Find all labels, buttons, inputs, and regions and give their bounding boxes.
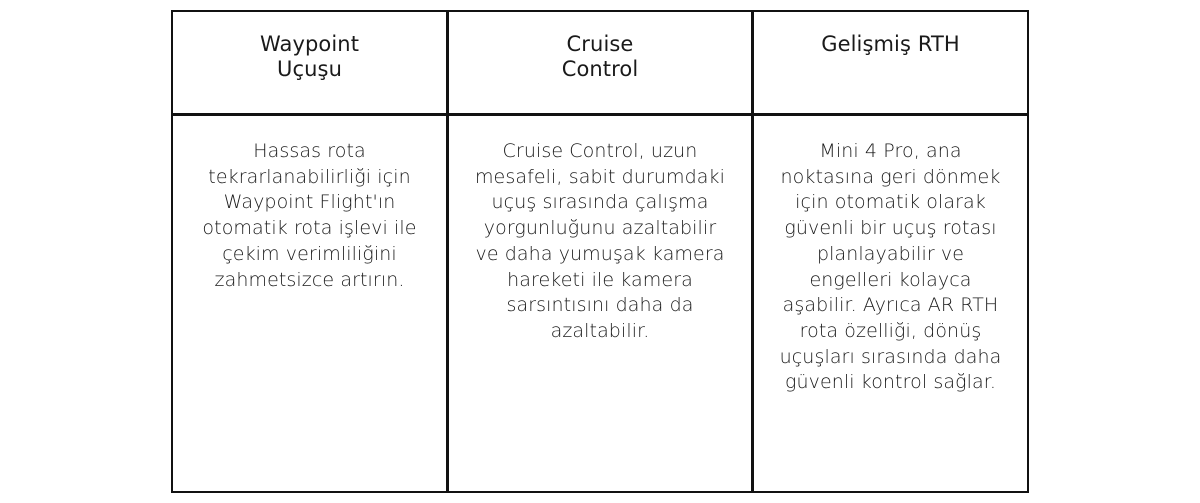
description-line: engelleri kolayca bbox=[809, 268, 972, 291]
description-line: mesafeli, sabit durumdaki bbox=[474, 165, 726, 188]
description-line: uçuş sırasında çalışma bbox=[491, 191, 709, 214]
header-waypoint-flight bbox=[173, 12, 449, 116]
description-line: yorgunluğunu azaltabilir bbox=[483, 217, 717, 240]
header-line: Waypoint bbox=[259, 32, 360, 56]
description-line: noktasına geri dönmek bbox=[780, 165, 1001, 188]
description-line: uçuşları sırasında daha bbox=[779, 345, 1002, 368]
description-line: güvenli bir uçuş rotası bbox=[784, 217, 997, 240]
description-line: için otomatik olarak bbox=[795, 191, 986, 214]
header-line: Gelişmiş RTH bbox=[821, 32, 960, 56]
description-line: planlayabilir ve bbox=[816, 242, 965, 265]
description-line: tekrarlanabilirliği için bbox=[208, 165, 411, 188]
description-line: güvenli kontrol sağlar. bbox=[784, 371, 997, 394]
description-line: rota özelliği, dönüş bbox=[799, 319, 982, 342]
description-line: Hassas rota bbox=[253, 140, 366, 162]
header-line: Uçuşu bbox=[277, 57, 342, 81]
description-line: Waypoint Flight'ın bbox=[223, 191, 396, 214]
description-line: sarsıntısını daha da bbox=[506, 294, 694, 317]
description-line: hareketi ile kamera bbox=[507, 268, 693, 291]
description-waypoint-flight bbox=[173, 116, 449, 491]
header-line: Control bbox=[561, 57, 639, 81]
header-cruise-control bbox=[449, 12, 754, 116]
description-line: otomatik rota işlevi ile bbox=[202, 217, 417, 240]
description-line: Mini 4 Pro, ana bbox=[819, 140, 962, 162]
description-line: ve daha yumuşak kamera bbox=[475, 242, 725, 265]
description-line: azaltabilir. bbox=[550, 319, 650, 342]
header-advanced-rth bbox=[754, 12, 1027, 116]
description-line: aşabilir. Ayrıca AR RTH bbox=[782, 294, 999, 317]
description-line: Cruise Control, uzun bbox=[502, 140, 698, 162]
description-cruise-control bbox=[449, 116, 754, 491]
header-line: Cruise bbox=[566, 32, 634, 56]
feature-comparison-table bbox=[171, 10, 1029, 493]
description-advanced-rth bbox=[754, 116, 1027, 491]
description-line: zahmetsizce artırın. bbox=[214, 268, 405, 291]
description-line: çekim verimliliğini bbox=[222, 242, 397, 265]
